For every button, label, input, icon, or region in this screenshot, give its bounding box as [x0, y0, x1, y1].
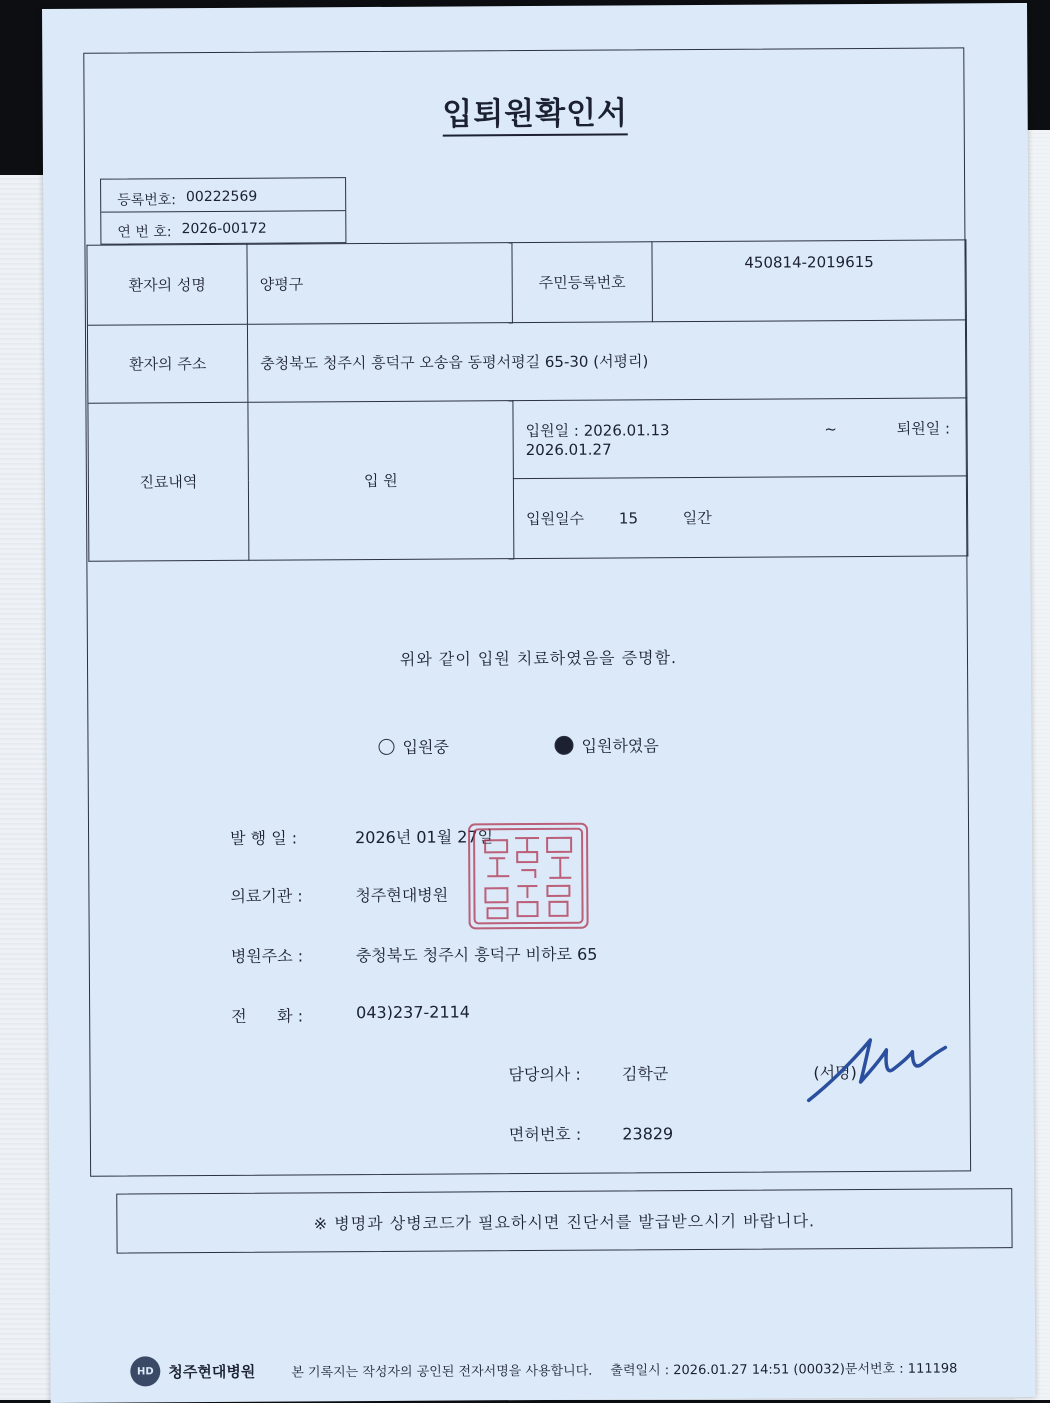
treatment-label: 진료내역 — [88, 402, 249, 561]
reg-label: 등록번호: — [117, 192, 177, 209]
radio-empty-icon — [378, 738, 394, 754]
doctor-name: 김학군 — [621, 1064, 669, 1084]
phone-value: 043)237-2114 — [356, 1002, 471, 1023]
electronic-signature-note: 본 기록지는 작성자의 공인된 전자서명을 사용합니다. — [291, 1363, 593, 1381]
document-title — [43, 85, 1028, 136]
footer-hospital-name: 청주현대병원 — [168, 1362, 256, 1381]
rrn-label: 주민등록번호 — [512, 242, 652, 323]
name-row — [87, 240, 966, 325]
certificate-sheet — [42, 3, 1035, 1403]
serial-row — [117, 221, 267, 242]
registration-row — [117, 189, 257, 210]
notice-box — [116, 1188, 1012, 1253]
hospital-seal-stamp — [465, 818, 592, 935]
radio-filled-icon — [554, 736, 573, 755]
hospital-logo-icon: HD — [130, 1356, 160, 1386]
admission-dates-row — [88, 398, 967, 481]
document-title-text: 입퇴원확인서 — [442, 95, 628, 136]
document-footer — [130, 1351, 1035, 1387]
discharge-label: 퇴원일 : — [896, 419, 951, 438]
admission-days — [513, 476, 967, 559]
treatment-type: 입 원 — [248, 401, 514, 561]
license-label: 면허번호 : — [508, 1124, 582, 1145]
issue-date-value: 2026년 01월 27일 — [355, 827, 494, 848]
notice-text: ※ 병명과 상병코드가 필요하시면 진단서를 발급받으시기 바랍니다. — [313, 1210, 816, 1233]
print-info: 출력일시 : 2026.01.27 14:51 (00032)문서번호 : 111198 — [610, 1360, 958, 1379]
discharge-date: 2026.01.27 — [525, 440, 612, 460]
days-value: 15 — [618, 509, 639, 528]
range-separator: ~ — [824, 420, 837, 439]
license-row — [509, 1121, 673, 1145]
status-option-label: 입원중 — [402, 737, 449, 757]
institution-value: 청주현대병원 — [355, 885, 449, 906]
address-label: 환자의 주소 — [87, 324, 247, 403]
phone-label: 전 화 : — [231, 1006, 304, 1026]
address-value: 충청북도 청주시 흥덕구 오송읍 동평서평길 65-30 (서평리) — [247, 320, 966, 402]
patient-info-table — [86, 239, 968, 561]
hospital-address-label: 병원주소 : — [230, 946, 304, 966]
status-option-label: 입원하였음 — [581, 736, 659, 756]
admit-date: 2026.01.13 — [583, 421, 670, 440]
registration-divider — [101, 210, 345, 212]
status-option-inpatient — [378, 735, 449, 758]
admission-dates — [513, 398, 967, 479]
certification-statement: 위와 같이 입원 치료하였음을 증명함. — [399, 648, 678, 669]
name-label: 환자의 성명 — [87, 244, 247, 325]
serial-value: 2026-00172 — [181, 220, 267, 238]
name-value: 양평구 — [247, 243, 512, 325]
rrn-value: 450814-2019615 — [652, 240, 966, 322]
signature-label: (서명) — [813, 1063, 857, 1083]
doctor-signature — [800, 1019, 951, 1110]
license-value: 23829 — [622, 1124, 674, 1144]
hospital-address-value: 충청북도 청주시 흥덕구 비하로 65 — [355, 944, 598, 966]
issue-date-label: 발 행 일 : — [230, 828, 298, 848]
address-row — [87, 320, 966, 403]
doctor-label: 담당의사 : — [508, 1064, 581, 1085]
days-unit: 일간 — [682, 508, 712, 528]
registration-box — [100, 177, 346, 245]
status-option-discharged — [554, 733, 658, 757]
reg-value: 00222569 — [185, 188, 258, 206]
institution-label: 의료기관 : — [230, 886, 303, 906]
serial-label: 연 번 호: — [117, 224, 172, 241]
admit-label: 입원일 : — [525, 421, 579, 441]
days-label: 입원일수 — [526, 509, 585, 529]
